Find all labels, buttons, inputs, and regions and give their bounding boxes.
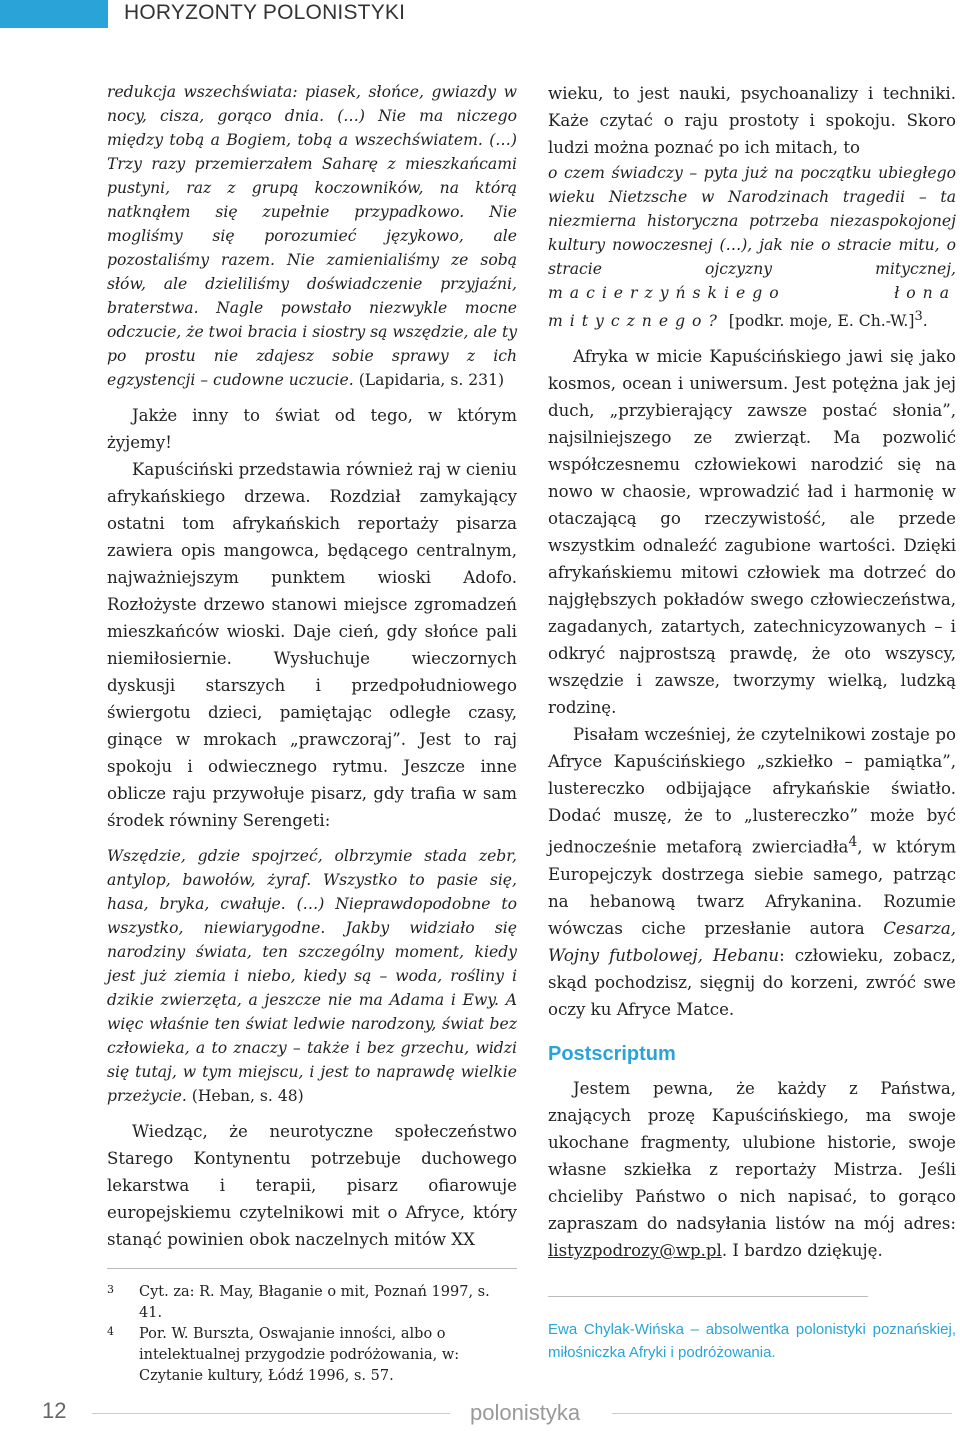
footnote-separator (107, 1268, 517, 1277)
page-footer (0, 1398, 960, 1428)
footnote-ref: 3 (914, 309, 923, 324)
footnote-text: Por. W. Burszta, Oswajanie inności, albo o intelektualnej przygodzie podróżowania, w: Czytanie kultury, Łódź 1996, s. 57. (139, 1326, 460, 1384)
paragraph-2: Kapuściński przedstawia również raj w cieniu afrykańskiego drzewa. Rozdział zamykający ostatni tom afrykańskich reportaży pisarza zawiera opis mangowca, będącego centralnym, najważniejszym punktem wioski Adofo. Rozłożyste drzewo stanowi miejsce zgromadzeń mieszkańców wioski. Daje cień, gdy słońce pali niemiłosiernie. Wysłuchuje wieczornych dyskusji starszych i przedpołudniowego świergotu dzieci, pamiętając odległe czasy, ginące w mrokach „prawczoraj”. Jest to raj spokoju i odwiecznego rytmu. Jeszcze inne oblicze raju przywołuje pisarz, gdy trafia w sam środek równiny Serengeti: (107, 460, 517, 830)
postscriptum-body: Jestem pewna, że każdy z Państwa, znających prozę Kapuścińskiego, ma swoje ukochane fragmenty, ulubione historie, swoje własne szkiełka z reportaży Mistrza. Jeśli chcieliby Państwo o nich napisać, to gorąco zapraszam do nadsyłania listów na mój adres: (548, 1078, 956, 1233)
left-column (107, 80, 517, 1253)
quote-3-text: o czem świadczy – pyta już na początku ubiegłego wieku Nietzsche w Narodzinach tragedii – ta niezmierna historyczna potrzeba niezaspokojonej kultury nowoczesnej (…), jak nie o stracie mitu, o stracie ojczyzny mitycznej, (548, 164, 956, 278)
quote-3-spaced-emphasis: macierzyńskiego łona mitycznego? (548, 284, 956, 331)
quote-3-note: [podkr. moje, E. Ch.-W.] (728, 312, 915, 331)
email-link[interactable]: listyzpodrozy@wp.pl (548, 1240, 722, 1260)
quote-1-citation: (Lapidaria, s. 231) (358, 371, 505, 389)
bio-separator (548, 1296, 868, 1297)
quote-block-2 (107, 844, 517, 1108)
footer-rule-right (612, 1413, 952, 1414)
postscriptum-text (548, 1075, 956, 1264)
paragraph-3: Wiedząc, że neurotyczne społeczeństwo Starego Kontynentu potrzebuje duchowego lekarstwa i terapii, pisarz ofiarowuje europejskiemu czytelnikowi mit o Afryce, który stanąć powinien obok naczelnych mitów XX (107, 1122, 517, 1249)
footer-rule-left (92, 1413, 450, 1414)
postscriptum-end: . I bardzo dziękuję. (721, 1240, 883, 1260)
journal-section-title: HORYZONTY POLONISTYKI (124, 1, 406, 24)
footnote-3 (107, 1282, 517, 1324)
footnote-ref: 4 (848, 834, 858, 851)
footnotes (107, 1282, 517, 1387)
paragraph-continued: wieku, to jest nauki, psychoanalizy i techniki. Każe czytać o raju prostoty i spokoju. Skoro ludzi można poznać po ich mitach, to (548, 84, 956, 157)
quote-2-citation: (Heban, s. 48) (191, 1087, 304, 1105)
quote-1-text: redukcja wszechświata: piasek, słońce, gwiazdy w nocy, cisza, gorąco dnia. (…) Nie ma niczego między tobą a Bogiem, tobą a wszechświatem. (…) Trzy razy przemierzałem Saharę z mieszkańcami pustyni, raz z grupą koczowników, na którą natknąłem się zupełnie przypadkowo. Nie mogliśmy się porozumieć językowo, ale pozostaliśmy razem. Nie zamienialiśmy ze sobą słów, ale dzieliliśmy doświadczenie przyjaźni, braterstwa. Nagle powstało niezwykle mocne odczucie, że twoi bracia i siostry są wszędzie, ale ty po prostu nie zdajesz sobie sprawy z ich egzystencji – cudowne uczucie. (107, 83, 518, 389)
quote-block-1 (107, 80, 517, 392)
footnote-text: Cyt. za: R. May, Błaganie o mit, Poznań 1997, s. 41. (139, 1284, 490, 1321)
paragraph-5-text-b: , w którym Europejczyk dostrzega siebie samego, patrząc na hebanową twarz Afrykanina. Rozumie wówczas ciche przesłanie autora (548, 837, 956, 938)
quote-2-text: Wszędzie, gdzie spojrzeć, olbrzymie stada zebr, antylop, bawołów, żyraf. Wszystko to pasie się, hasa, bryka, cwałuje. (…) Nieprawdopodobne to wszystko, niewiarygodne. Jakby widziało się narodziny świata, ten szczególny moment, kiedy jest już ziemia i niebo, kiedy są – woda, rośliny i dzikie zwierzęta, a jeszcze nie ma Adama i Ewy. A więc właśnie ten świat ledwie narodzony, świat bez człowieka, a to znaczy – także i bez grzechu, widzi się tutaj, w tym miejscu, i jest to naprawdę wielkie przeżycie. (107, 847, 517, 1105)
paragraph-5-text-a: Pisałam wcześniej, że czytelnikowi zostaje po Afryce Kapuścińskiego „szkiełko – pamiątka”, lustereczko odbijające afrykańskie światło. Dodać muszę, że to „lustereczko” może być jednocześnie metaforą zwierciadła (548, 725, 956, 857)
paragraph-1: Jakże inny to świat od tego, w którym żyjemy! (107, 406, 517, 452)
running-header (0, 0, 960, 28)
quote-block-3: o czem świadczy – pyta już na początku ubiegłego wieku Nietzsche w Narodzinach tragedii – ta niezmierna historyczna potrzeba niezaspokojonej kultury nowoczesnej (…), jak nie o stracie mitu, o stracie ojczyzny mitycznej, macierzyńskiego łona mitycznego? [podkr. moje, E. Ch.-W.]$^3$. (548, 164, 956, 331)
paragraph-5-text-c: : człowieku, zobacz, skąd pochodzisz, sięgnij do korzeni, zwróć swe oczy ku Afryce Matce. (548, 945, 956, 1019)
postscriptum-heading: Postscriptum (548, 1042, 676, 1065)
header-color-block (0, 0, 108, 28)
footnote-4 (107, 1324, 517, 1387)
paragraph-4: Afryka w micie Kapuścińskiego jawi się jako kosmos, ocean i uniwersum. Jest potężna jak jej duch, „przybierający zawsze postać słonia”, najsilniejszego ze zwierząt. Ma pozwolić współczesnemu człowiekowi narodzić się na nowo w chaosie, wprowadzić ład i harmonię w otaczającą go rzeczywistość, ale przede wszystkim odnaleźć zagubione wartości. Dzięki afrykańskiemu mitowi człowiek ma dotrzeć do najgłębszych pokładów swego człowieczeństwa, zagadanych, zatartych, zatechnicyzowanych – i odkryć najprostszą prawdę, że oto wszyscy, wszędzie i zawsze, tworzymy wielką, ludzką rodzinę. (548, 347, 956, 718)
book-titles: Cesarza, Wojny futbolowej, Hebanu (548, 918, 956, 965)
right-column (548, 80, 956, 1264)
magazine-name: polonistyka (470, 1400, 581, 1425)
page-number: 12 (42, 1398, 67, 1423)
footnote-number: 4 (107, 1325, 114, 1338)
footnote-number: 3 (107, 1283, 114, 1296)
author-bio: Ewa Chylak-Wińska – absolwentka polonistyki poznańskiej, miłośniczka Afryki i podróżowania. (548, 1321, 956, 1361)
paragraph-5 (548, 721, 956, 1023)
